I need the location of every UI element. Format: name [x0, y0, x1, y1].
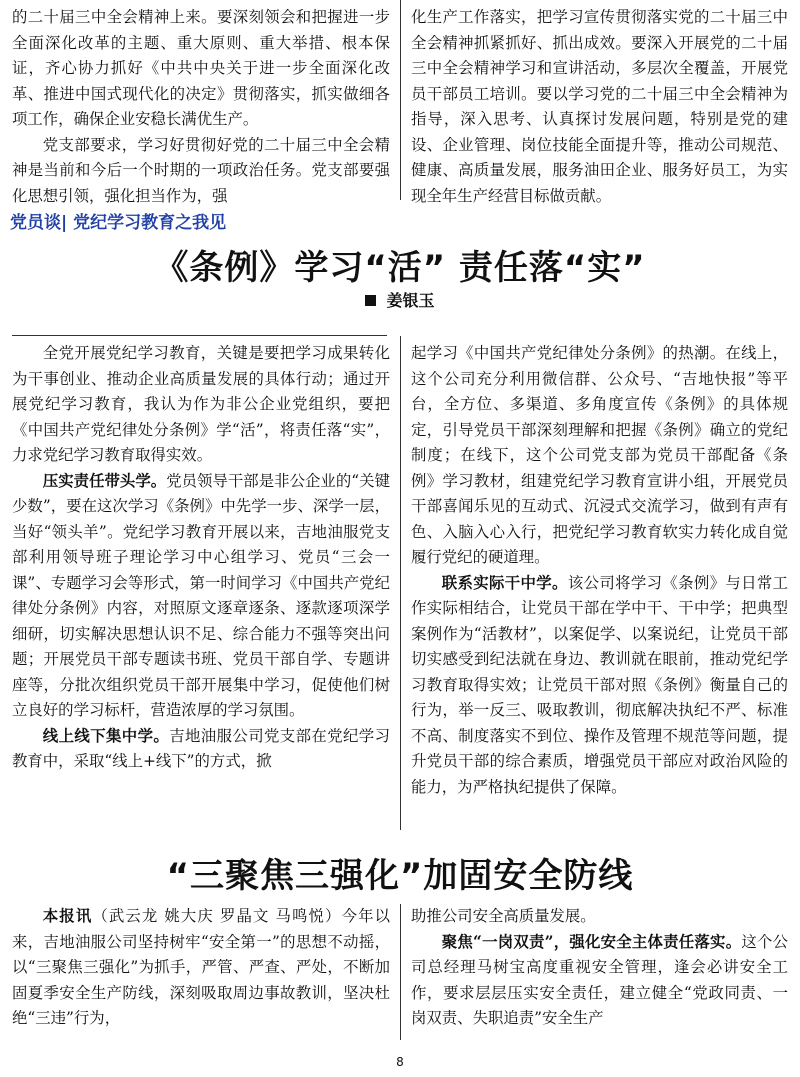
top-left-column — [12, 5, 390, 205]
top-left-paragraph-2: 党支部要求，学习好贯彻好党的二十届三中全会精神是当前和今后一个时期的一项政治任务。党支部要强化思想引领，强化担当作为，强 — [12, 135, 390, 205]
article2-right-paragraph-2 — [411, 930, 788, 1032]
article1-left-p3-lead: 线上线下集中学。 — [42, 726, 170, 745]
article1-right-paragraph-2 — [411, 571, 788, 801]
article2-left-paragraph-1 — [12, 904, 390, 1032]
article1-right-p2-lead: 联系实际干中学。 — [441, 573, 568, 592]
article2-column-divider — [400, 904, 401, 1040]
article1-author: 姜银玉 — [386, 291, 435, 310]
article2-left-column — [12, 904, 390, 1039]
article1-top-rule-left — [12, 335, 387, 336]
article1-left-p2-text: 党员领导干部是非公企业的“关键少数”，要在这次学习《条例》中先学一步、深学一层，当好“领头羊”。党纪学习教育开展以来，吉地油服党支部利用领导班子理论学习中心组学习、党员“三会一课”、专题学习会等形式，第一时间学习《中国共产党纪律处分条例》内容，对照原文逐章逐条、逐款逐项深学细研，切实解决思想认识不足、综合能力不强等突出问题；开展党员干部专题读书班、党员干部自学、专题讲座等，分批次组织党员干部开展集中学习，促使他们树立良好的学习标杆，营造浓厚的学习氛围。 — [12, 471, 390, 719]
article1-left-paragraph-1: 全党开展党纪学习教育，关键是要把学习成果转化为干事创业、推动企业高质量发展的具体行动；通过开展党纪学习教育，我认为作为非公企业党组织，要把《中国共产党纪律处分条例》学“活”，将责任落“实”，力求党纪学习教育取得实效。 — [12, 344, 390, 464]
article1-left-p3-text: 吉地油服公司党支部在党纪学习教育中，采取“线上+线下”的方式，掀 — [12, 726, 390, 770]
article1-column-divider — [400, 336, 401, 830]
square-bullet-icon — [365, 295, 376, 306]
article1-right-column — [411, 341, 788, 831]
page-number: 8 — [396, 1055, 404, 1069]
article1-right-p2-text: 该公司将学习《条例》与日常工作实际相结合，让党员干部在学中干、干中学；把典型案例作为“活教材”，以案促学、以案说纪，让党员干部切实感受到纪法就在身边、教训就在眼前，推动党纪学习教育取得实效；让党员干部对照《条例》衡量自己的行为，举一反三、吸取教训，彻底解决执纪不严、标准不高、制度落实不到位、操作及管理不规范等问题，提升党员干部的综合素质，增强党员干部应对政治风险的能力，为严格执纪提供了保障。 — [411, 573, 788, 796]
article1-right-paragraph-1: 起学习《中国共产党纪律处分条例》的热潮。在线上，这个公司充分利用微信群、公众号、“吉地快报”等平台，全方位、多渠道、多角度宣传《条例》的具体规定，引导党员干部深刻理解和把握《条例》确立的党纪制度；在线下，这个公司党支部为党员干部配备《条例》学习教材，组建党纪学习教育宣讲小组，开展党员干部喜闻乐见的互动式、沉浸式交流学习，做到有声有色、入脑入心入行，把党纪学习教育软实力转化成自觉履行党纪的硬道理。 — [411, 344, 788, 566]
article2-right-p2-lead: 聚焦“一岗双责”，强化安全主体责任落实。 — [441, 932, 742, 951]
top-right-column — [411, 5, 788, 205]
article2-right-p2-text: 这个公司总经理马树宝高度重视安全管理，逢会必讲安全工作，要求层层压实安全责任，建立健全“党政同责、一岗双责、失职追责”安全生产 — [411, 932, 788, 1027]
section-label: 党员谈| 党纪学习教育之我见 — [10, 213, 227, 233]
article1-left-paragraph-3 — [12, 724, 390, 775]
article1-left-paragraph-2 — [12, 469, 390, 724]
top-left-paragraph-1: 的二十届三中全会精神上来。要深刻领会和把握进一步全面深化改革的主题、重大原则、重大举措、根本保证，齐心协力抓好《中共中央关于进一步全面深化改革、推进中国式现代化的决定》贯彻落实，抓实做细各项工作，确保企业安稳长满优生产。 — [12, 8, 390, 128]
article2-left-p1-lead: 本报讯 — [42, 907, 93, 925]
article2-left-p1-text: （武云龙 姚大庆 罗晶文 马鸣悦）今年以来，吉地油服公司坚持树牢“安全第一”的思想不动摇，以“三聚焦三强化”为抓手，严管、严查、严处，不断加固夏季安全生产防线，深刻吸取周边事故教训，坚决杜绝“三违”行为， — [12, 907, 390, 1027]
article1-byline — [0, 288, 800, 311]
article1-left-p2-lead: 压实责任带头学。 — [42, 471, 167, 490]
article2-right-paragraph-1: 助推公司安全高质量发展。 — [411, 907, 596, 925]
top-column-divider — [400, 0, 401, 200]
article1-title: 《条例》学习“活” 责任落“实” — [154, 248, 646, 288]
top-right-paragraph-1: 化生产工作落实，把学习宣传贯彻落实党的二十届三中全会精神抓紧抓好、抓出成效。要深入开展党的二十届三中全会精神学习和宣讲活动，多层次全覆盖，开展党员干部员工培训。要以学习党的二十届三中全会精神为指导，深入思考、认真探讨发展问题，特别是党的建设、企业管理、岗位技能全面提升等，推动公司规范、健康、高质量发展，服务油田企业、服务好员工，为实现全年生产经营目标做贡献。 — [411, 8, 788, 205]
article1-left-column — [12, 341, 390, 831]
article2-title: “三聚焦三强化”加固安全防线 — [166, 856, 634, 896]
article2-right-column — [411, 904, 788, 1039]
